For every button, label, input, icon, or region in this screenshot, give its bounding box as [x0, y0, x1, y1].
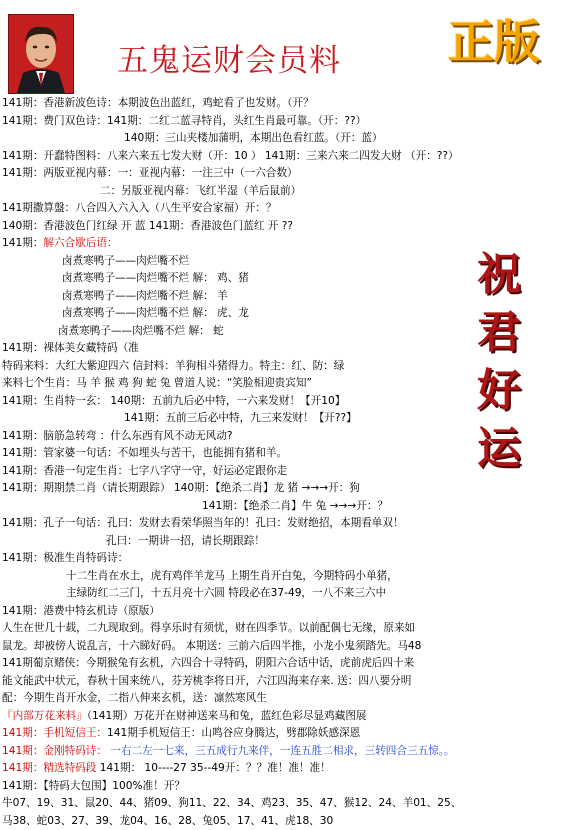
content-line [2, 690, 578, 708]
content-line [2, 375, 578, 393]
content-line [2, 533, 578, 551]
line-text: 主绿防红二三门，十五月亮十六圆 特段必在37-49，一八不来三六中 [66, 587, 386, 599]
line-text: 孔曰：一期讲一招，请长期跟踪！ [106, 535, 265, 547]
line-text: 141期：香港新波色诗：本期波色出蓝红，鸡蛇看了也发财。（开？ [2, 97, 314, 109]
content-line [2, 463, 578, 481]
content-line [2, 200, 578, 218]
line-text: 141期： [2, 237, 43, 249]
line-text: 141期：期期禁二肖（请长期跟踪） 140期：【绝杀二肖】龙 猪 →→→开：狗 [2, 482, 360, 494]
line-text: 141期：【绝杀二肖】牛 兔 →→→开：？ [202, 500, 388, 512]
line-text: 141期撒算盤：八合四入六入入（八生平安合家福）开：？ [2, 202, 276, 214]
content-line [2, 515, 578, 533]
content-line [2, 183, 578, 201]
line-text: 141期：孔子一句话：孔曰：发财去看荣华照当年的！孔曰：发财绝招，本期看单双！ [2, 517, 404, 529]
content-line [2, 130, 578, 148]
line-text: 配：今期生肖开水金，二指八伸来玄机，送：凛然寒风生 [2, 692, 267, 704]
line-text: 141期：脑筋急转弯 ：什么东西有风不动无风动? [2, 430, 233, 442]
content-line [2, 498, 578, 516]
blessing-char: 运 [470, 420, 528, 478]
content-line [2, 393, 578, 411]
content-line [2, 410, 578, 428]
line-text: 十二生肖在水土，虎有鸡伴羊龙马 上期生肖开白兔，今期特码小单猪， [66, 570, 398, 582]
line-text: 一右二左一七来，三五成行九来伴，一连五胜二相求，三转四合三五惊。。 [107, 745, 455, 757]
line-text: 141期：开蠢特图料：八来六来五七发大财（开：10 ） 141期：三来六来二四发大财 （开：??） [2, 150, 459, 162]
line-text: 141期：管家婆一句话：不如埋头与苦干，也能拥有猪和羊。 [2, 447, 287, 459]
content-line [2, 743, 578, 761]
line-text: 卤煮寒鸭子——肉烂嘴不烂 [62, 255, 189, 267]
page-title: 五鬼运财会员料 [117, 35, 341, 80]
content-line [2, 253, 578, 271]
blessing-char: 君 [470, 304, 528, 362]
line-text: 141期：费门双色诗：141期：二红二蓝寻特肖，头红生肖最可靠。（开：??） [2, 115, 366, 127]
blessing-char: 祝 [470, 246, 528, 304]
line-text: 人生在世几十载，二九现取到。得享乐时有须忧，财在四季节。以前配偶七无缘，原来如 [2, 622, 415, 634]
content-line [2, 708, 578, 726]
content-line [2, 358, 578, 376]
content-line [2, 585, 578, 603]
line-text: 来料七个生肖：马 羊 猴 鸡 狗 蛇 兔 曾道人说：“笑脸相迎贵宾知” [2, 377, 312, 389]
line-text: 卤煮寒鸭子——肉烂嘴不烂 解： 鸡、猪 [62, 272, 249, 284]
content-line [2, 795, 578, 813]
line-text: 卤煮寒鸭子——肉烂嘴不烂 解： 羊 [62, 290, 228, 302]
content-line [2, 288, 578, 306]
line-text: 解六合歇后语： [43, 237, 117, 249]
content-line [2, 760, 578, 778]
line-text: 141期：港费中特玄机诗（原版） [2, 605, 160, 617]
line-text: 鼠龙。却被傍人说乱言，十六睇好码。 本期送：三前六后四半推，小龙小鬼须踏先。马48 [2, 640, 421, 652]
line-text: 141期：【特码大包围】100%准！开？ [2, 780, 185, 792]
line-text: 141期葡京赌侠：今期猴兔有玄机，六四合十寻特码，阴阳六合话中话，虎前虎后四十来 [2, 657, 414, 669]
line-text: 141期：裸体美女藏特码（准 [2, 342, 139, 354]
line-text: 141期：极准生肖特码诗： [2, 552, 128, 564]
content-line [2, 480, 578, 498]
blessing-char: 好 [470, 362, 528, 420]
content-line [2, 673, 578, 691]
line-text: 141期手机短信王：山鸣谷应身腾达，劈郡除妖感深恩 [107, 727, 360, 739]
content-line [2, 655, 578, 673]
line-text: 141期： 10----27 35--49开：？？准！准！准！ [96, 762, 330, 774]
content-line [2, 340, 578, 358]
content-line [2, 568, 578, 586]
content-line [2, 235, 578, 253]
content-line [2, 603, 578, 621]
content-line [2, 305, 578, 323]
line-text: 二：另版亚视内幕：飞红半湿（羊后鼠前） [100, 185, 301, 197]
line-text: 卤煮寒鸭子——肉烂嘴不烂 解： 蛇 [58, 325, 224, 337]
content-line [2, 113, 578, 131]
content-line [2, 218, 578, 236]
line-text: 141期：金刚特码诗： [2, 745, 107, 757]
content-line [2, 813, 578, 830]
authentic-badge: 正版 [448, 6, 540, 72]
line-text: 能文能武中状元，春秋十国来统八，芬芳桃李将日开，六江四海来存来. 送：四八要分明 [2, 675, 411, 687]
content-line [2, 778, 578, 796]
line-text: 140期：三山夹楼加蒲明，本期出色看红蓝。（开：蓝） [124, 132, 383, 144]
content-line [2, 428, 578, 446]
line-text: 141期：香港一句定生肖：七字八字守一守，好运必定跟你走 [2, 465, 287, 477]
content-line [2, 165, 578, 183]
line-text: 141期：精选特码段 [2, 762, 96, 774]
content-line [2, 725, 578, 743]
line-text: 140期：香港波色门红绿 开 蓝 141期：香港波色门蓝红 开 ?? [2, 220, 293, 232]
line-text: 卤煮寒鸭子——肉烂嘴不烂 解： 虎、龙 [62, 307, 249, 319]
content-line [2, 550, 578, 568]
content-line [2, 95, 578, 113]
line-text: 141期：五前三后必中特，九三来发财！【开??】 [124, 412, 357, 424]
content-line [2, 620, 578, 638]
content-line [2, 148, 578, 166]
avatar-portrait [8, 14, 74, 94]
content-line [2, 638, 578, 656]
prediction-list [2, 95, 578, 830]
line-text: 141期：手机短信王： [2, 727, 107, 739]
line-text: 141期：两版亚视内幕：一：亚视内幕：一注三中（一六合数） [2, 167, 298, 179]
line-text: 『内部万花来料』 [2, 710, 87, 722]
line-text: 牛07、19、31、鼠20、44、猪09、狗11、22、34、鸡23、35、47、猴12、24、羊01、25、 [2, 797, 461, 809]
line-text: 马38、蛇03、27、39、龙04、16、28、兔05、17、41、虎18、30 [2, 815, 333, 827]
content-line [2, 445, 578, 463]
line-text: （141期）万花开在财神送来马和兔，蓝红色彩尽显鸡藏图展 [87, 710, 367, 722]
content-line [2, 323, 578, 341]
content-line [2, 270, 578, 288]
line-text: 141期：生肖特一玄： 140期：五前九后必中特，一六来发财！【开10】 [2, 395, 345, 407]
line-text: 特码来料：大红大紫迎四六 信封料：羊狗相斗猪得力。特主：红、防：绿 [2, 360, 344, 372]
